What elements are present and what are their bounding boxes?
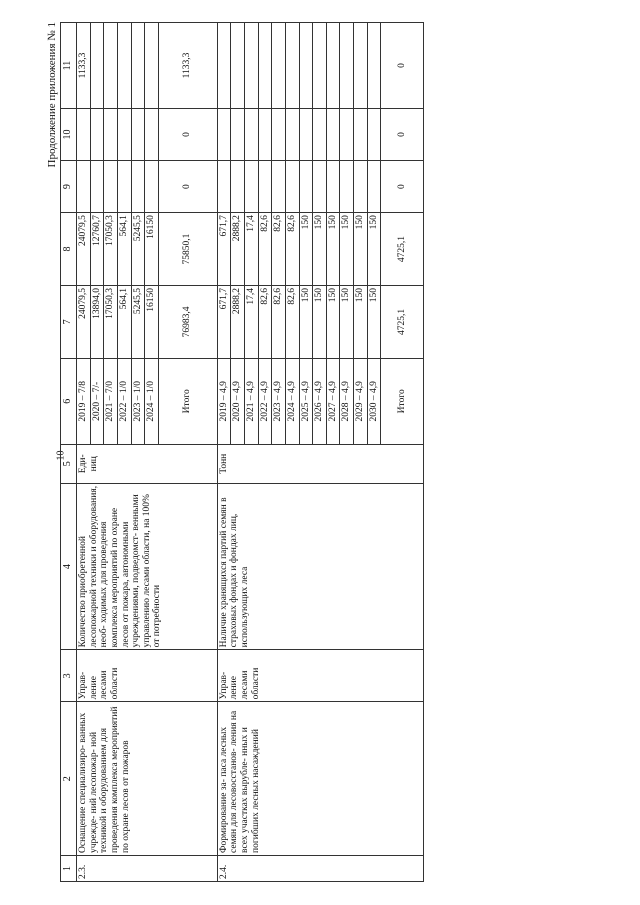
value-col7: 24079,5 — [77, 285, 91, 358]
column-number-2: 2 — [61, 702, 77, 856]
column-number-4: 4 — [61, 483, 77, 650]
value-col11 — [217, 23, 231, 109]
column-number-1: 1 — [61, 855, 77, 881]
value-col11 — [90, 23, 104, 109]
year-target: 2026 – 4,9 — [313, 358, 327, 444]
value-col7: 150 — [299, 285, 313, 358]
value-col11 — [326, 23, 340, 109]
value-col10 — [354, 109, 368, 161]
value-col11 — [231, 23, 245, 109]
year-target: 2024 – 1/0 — [145, 358, 159, 444]
value-col10 — [272, 109, 286, 161]
year-target: 2020 – 7/- — [90, 358, 104, 444]
value-col7: 150 — [340, 285, 354, 358]
year-target: 2020 – 4,9 — [231, 358, 245, 444]
year-target: 2030 – 4,9 — [367, 358, 381, 444]
value-col7: 150 — [326, 285, 340, 358]
value-col10 — [231, 109, 245, 161]
value-col10 — [299, 109, 313, 161]
value-col11: 1133,3 — [77, 23, 91, 109]
value-col11 — [131, 23, 145, 109]
value-col8: 150 — [367, 213, 381, 286]
value-col8: 82,6 — [285, 213, 299, 286]
value-col9 — [231, 161, 245, 213]
item-number: 2.4. — [217, 855, 424, 881]
value-col9 — [313, 161, 327, 213]
column-number-10: 10 — [61, 109, 77, 161]
value-col9 — [145, 161, 159, 213]
year-target: 2024 – 4,9 — [285, 358, 299, 444]
unit: Тонн — [217, 444, 424, 483]
value-col7: 82,6 — [272, 285, 286, 358]
value-col9 — [367, 161, 381, 213]
value-col8: 16150 — [145, 213, 159, 286]
value-col8: 24079,5 — [77, 213, 91, 286]
value-col10 — [90, 109, 104, 161]
value-col8: 12760,7 — [90, 213, 104, 286]
value-col8: 2888,2 — [231, 213, 245, 286]
value-col11 — [340, 23, 354, 109]
year-target: 2023 – 1/0 — [131, 358, 145, 444]
value-col8: 150 — [313, 213, 327, 286]
value-col7: 5245,5 — [131, 285, 145, 358]
value-col8: 150 — [326, 213, 340, 286]
value-col9 — [245, 161, 259, 213]
total-v7: 4725,1 — [381, 285, 424, 358]
year-target: 2028 – 4,9 — [340, 358, 354, 444]
total-v11: 1133,3 — [158, 23, 217, 109]
value-col9 — [104, 161, 118, 213]
value-col10 — [217, 109, 231, 161]
value-col7: 82,6 — [285, 285, 299, 358]
column-number-5: 5 — [61, 444, 77, 483]
value-col8: 150 — [354, 213, 368, 286]
value-col8: 5245,5 — [131, 213, 145, 286]
item-number: 2.3. — [77, 855, 218, 881]
value-col9 — [285, 161, 299, 213]
value-col10 — [340, 109, 354, 161]
value-col10 — [104, 109, 118, 161]
year-target: 2019 – 4,9 — [217, 358, 231, 444]
value-col8: 564,1 — [117, 213, 131, 286]
column-number-11: 11 — [61, 23, 77, 109]
value-col10 — [326, 109, 340, 161]
column-number-row — [61, 23, 77, 882]
value-col7: 564,1 — [117, 285, 131, 358]
total-v9: 0 — [158, 161, 217, 213]
total-v10: 0 — [381, 109, 424, 161]
value-col11 — [367, 23, 381, 109]
value-col10 — [367, 109, 381, 161]
value-col7: 17,4 — [245, 285, 259, 358]
value-col9 — [326, 161, 340, 213]
column-number-6: 6 — [61, 358, 77, 444]
year-target: 2021 – 4,9 — [245, 358, 259, 444]
value-col11 — [354, 23, 368, 109]
value-col7: 2888,2 — [231, 285, 245, 358]
value-col8: 82,6 — [272, 213, 286, 286]
value-col11 — [272, 23, 286, 109]
value-col11 — [245, 23, 259, 109]
year-target: 2022 – 4,9 — [258, 358, 272, 444]
total-v10: 0 — [158, 109, 217, 161]
value-col9 — [272, 161, 286, 213]
year-target: 2029 – 4,9 — [354, 358, 368, 444]
value-col7: 13894,0 — [90, 285, 104, 358]
total-v8: 75850,1 — [158, 213, 217, 286]
rotated-table-container — [46, 22, 580, 882]
table-row — [77, 23, 91, 882]
activity-name: Формирование за- паса лесных семян для лесовосстанов- ления на всех участках вырубле- нных и погибших лесных насаждений — [217, 702, 424, 856]
value-col10 — [131, 109, 145, 161]
value-col8: 671,7 — [217, 213, 231, 286]
value-col11 — [313, 23, 327, 109]
indicator: Количество приобретенной лесопожарной техники и оборудования, необ- ходимых для проведения комплекса мероприятий по охране лесов от пожара, автономными учреждениями, подведомст- венными управлению лесами области, на 100% от потребности — [77, 483, 218, 650]
total-v11: 0 — [381, 23, 424, 109]
value-col11 — [117, 23, 131, 109]
value-col7: 150 — [313, 285, 327, 358]
value-col7: 17050,3 — [104, 285, 118, 358]
value-col8: 17,4 — [245, 213, 259, 286]
value-col7: 82,6 — [258, 285, 272, 358]
value-col7: 16150 — [145, 285, 159, 358]
value-col11 — [104, 23, 118, 109]
total-v8: 4725,1 — [381, 213, 424, 286]
value-col10 — [258, 109, 272, 161]
continuation-header: Продолжение приложения № 1 — [46, 22, 58, 168]
value-col10 — [285, 109, 299, 161]
executor: Управ- ление лесами области — [77, 650, 218, 702]
value-col9 — [217, 161, 231, 213]
year-target: 2021 – 7/0 — [104, 358, 118, 444]
value-col9 — [90, 161, 104, 213]
value-col9 — [77, 161, 91, 213]
column-number-8: 8 — [61, 213, 77, 286]
year-target: 2023 – 4,9 — [272, 358, 286, 444]
value-col11 — [145, 23, 159, 109]
column-number-7: 7 — [61, 285, 77, 358]
activity-name: Оснащение специализиро- ванных учрежде- ний лесопожар- ной техникой и оборудованием для проведения комплекса мероприятий по охране лесов от пожаров — [77, 702, 218, 856]
value-col10 — [117, 109, 131, 161]
value-col10 — [245, 109, 259, 161]
value-col8: 150 — [299, 213, 313, 286]
column-number-3: 3 — [61, 650, 77, 702]
value-col10 — [313, 109, 327, 161]
value-col9 — [258, 161, 272, 213]
value-col9 — [354, 161, 368, 213]
year-target: 2019 – 7/8 — [77, 358, 91, 444]
table-row — [217, 23, 231, 882]
value-col11 — [258, 23, 272, 109]
year-target: 2027 – 4,9 — [326, 358, 340, 444]
value-col9 — [340, 161, 354, 213]
value-col8: 17050,3 — [104, 213, 118, 286]
value-col8: 82,6 — [258, 213, 272, 286]
indicator: Наличие хранящихся партий семян в страховых фондах и фондах лиц, использующих леса — [217, 483, 424, 650]
column-number-9: 9 — [61, 161, 77, 213]
executor: Управ- ление лесами области — [217, 650, 424, 702]
page-number: 10 — [55, 450, 67, 461]
value-col9 — [117, 161, 131, 213]
value-col10 — [77, 109, 91, 161]
unit: Еди- ниц — [77, 444, 218, 483]
program-table — [60, 22, 424, 882]
value-col9 — [299, 161, 313, 213]
value-col9 — [131, 161, 145, 213]
value-col10 — [145, 109, 159, 161]
value-col7: 150 — [354, 285, 368, 358]
year-target: 2025 – 4,9 — [299, 358, 313, 444]
total-v9: 0 — [381, 161, 424, 213]
value-col11 — [285, 23, 299, 109]
value-col7: 671,7 — [217, 285, 231, 358]
year-target: 2022 – 1/0 — [117, 358, 131, 444]
total-label: Итого — [158, 358, 217, 444]
value-col7: 150 — [367, 285, 381, 358]
total-label: Итого — [381, 358, 424, 444]
value-col8: 150 — [340, 213, 354, 286]
total-v7: 76983,4 — [158, 285, 217, 358]
value-col11 — [299, 23, 313, 109]
